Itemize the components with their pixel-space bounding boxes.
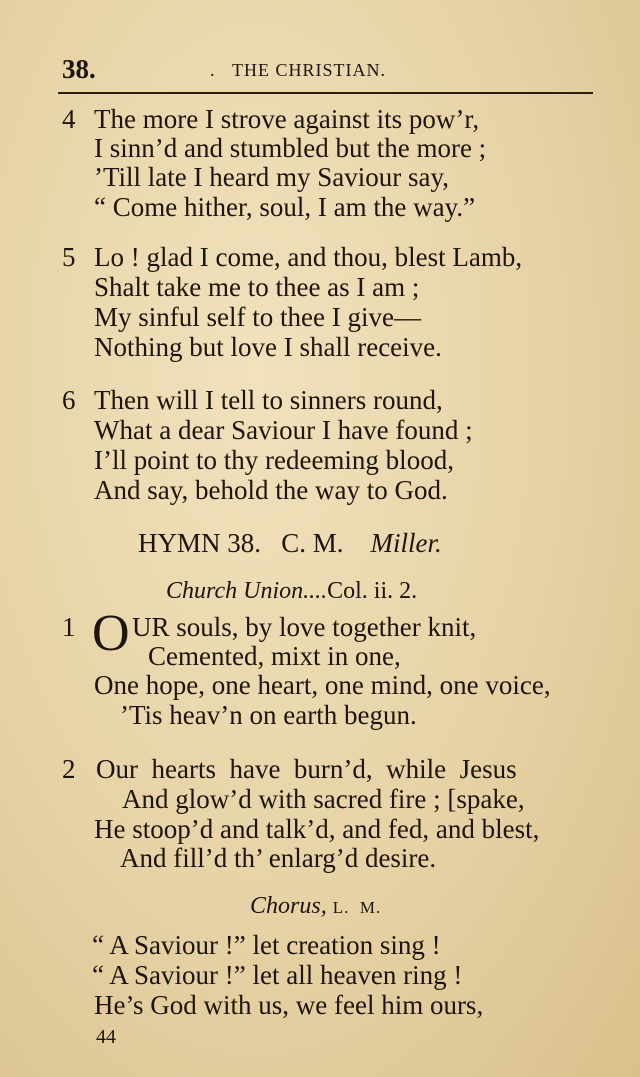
verse-line: I sinn’d and stumbled but the more ; [94,133,487,163]
verse-line: The more I strove against its pow’r, [94,104,480,134]
verse-number: 6 [62,385,76,415]
header-dot: . [210,60,215,80]
hymn-number-meter: HYMN 38. C. M. [138,528,344,558]
verse-number: 2 [62,754,76,784]
chorus-line: He’s God with us, we feel him ours, [94,990,484,1020]
chorus-heading [250,893,381,920]
verse-line: Shalt take me to thee as I am ; [94,272,420,302]
verse-line: One hope, one heart, one mind, one voice, [94,670,551,700]
verse-line: And glow’d with sacred fire ; [spake, [122,784,525,814]
chorus-line: “ A Saviour !” let creation sing ! [92,930,441,960]
chorus-line: “ A Saviour !” let all heaven ring ! [92,960,463,990]
verse-line: What a dear Saviour I have found ; [94,415,473,445]
verse-line: ’Tis heav’n on earth begun. [120,700,417,730]
verse-line: UR souls, by love together knit, [132,612,477,642]
verse-line: Lo ! glad I come, and thou, blest Lamb, [94,242,523,272]
hymn-author: Miller. [370,528,442,558]
scripture-reference: Col. ii. 2. [327,578,418,604]
verse-line: He stoop’d and talk’d, and fed, and blest, [94,814,540,844]
verse-line: And fill’d th’ enlarg’d desire. [120,843,437,873]
verse-number: 1 [62,612,76,642]
hymn-topic: Church Union.... [166,578,328,604]
hymn-title [138,528,442,559]
drop-cap: O [92,605,130,662]
page-number: 38. [62,54,96,84]
verse-line: Then will I tell to sinners round, [94,385,443,415]
verse-number: 5 [62,242,76,272]
hymn-subtitle [166,578,417,605]
verse-line: ’Till late I heard my Saviour say, [94,162,449,192]
verse-line: Our hearts have burn’d, while Jesus [96,754,517,784]
running-title: THE CHRISTIAN. [232,60,386,80]
header-rule [58,92,593,94]
verse-line: “ Come hither, soul, I am the way.” [94,192,476,222]
verse-line: And say, behold the way to God. [94,475,448,505]
verse-line: Cemented, mixt in one, [148,641,401,671]
chorus-meter: L. M. [332,898,382,917]
verse-line: My sinful self to thee I give— [94,302,421,332]
chorus-label: Chorus, [250,893,327,919]
verse-line: I’ll point to thy redeeming blood, [94,445,454,475]
verse-number: 4 [62,104,76,134]
signature-mark: 44 [96,1026,116,1048]
verse-line: Nothing but love I shall receive. [94,332,442,362]
